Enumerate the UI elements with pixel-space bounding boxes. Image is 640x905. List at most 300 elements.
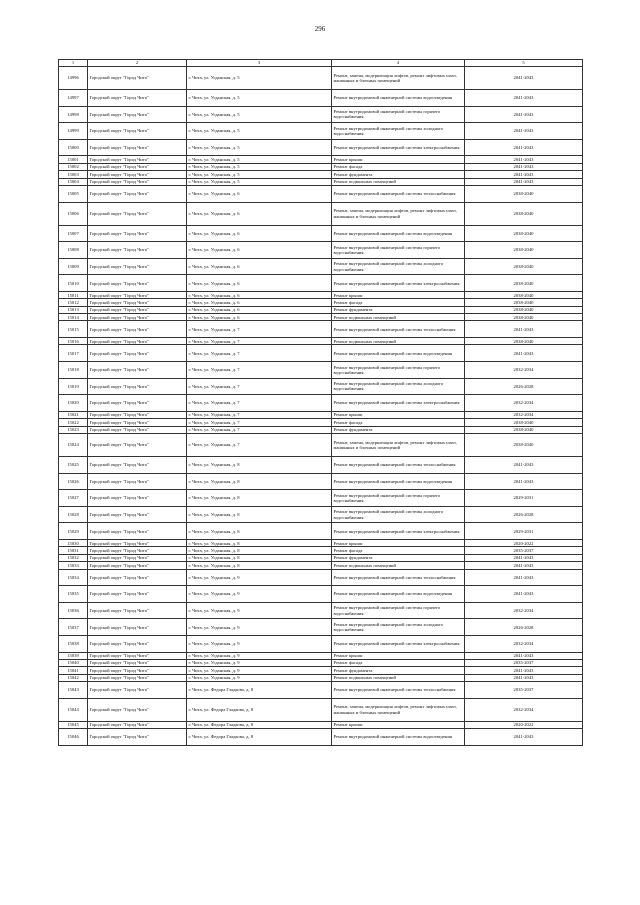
cell-municipality: Городской округ "Город Чита" [88, 539, 187, 546]
cell-work-type: Ремонт фундамента [332, 306, 465, 313]
table-row [59, 275, 583, 292]
cell-municipality: Городской округ "Город Чита" [88, 395, 187, 412]
table-row [59, 225, 583, 242]
cell-row-number: 15012 [59, 299, 88, 306]
cell-municipality: Городской округ "Город Чита" [88, 674, 187, 681]
table-row [59, 602, 583, 619]
cell-work-type: Ремонт внутридомовой инженерной системы электроснабжения [332, 139, 465, 156]
cell-municipality: Городской округ "Город Чита" [88, 490, 187, 507]
table-row [59, 362, 583, 379]
cell-row-number: 15015 [59, 321, 88, 338]
cell-municipality: Городской округ "Город Чита" [88, 314, 187, 321]
cell-row-number: 15030 [59, 539, 88, 546]
cell-municipality: Городской округ "Город Чита" [88, 652, 187, 659]
cell-municipality: Городской округ "Город Чита" [88, 523, 187, 540]
cell-municipality: Городской округ "Город Чита" [88, 457, 187, 474]
cell-address: г. Чита, ул. Угданская, д. 9 [187, 586, 332, 603]
cell-period: 2038-2040 [465, 434, 583, 457]
cell-address: г. Чита, ул. Угданская, д. 5 [187, 90, 332, 107]
cell-work-type: Ремонт подвальных помещений [332, 674, 465, 681]
cell-municipality: Городской округ "Город Чита" [88, 635, 187, 652]
cell-period: 2041-2043 [465, 457, 583, 474]
cell-address: г. Чита, ул. Федора Гладкова, д. 8 [187, 698, 332, 721]
table-row [59, 721, 583, 728]
cell-address: г. Чита, ул. Угданская, д. 7 [187, 345, 332, 362]
cell-row-number: 15005 [59, 185, 88, 202]
cell-row-number: 15026 [59, 473, 88, 490]
table-row [59, 506, 583, 523]
cell-row-number: 15046 [59, 729, 88, 746]
cell-row-number: 14996 [59, 67, 88, 90]
cell-address: г. Чита, ул. Угданская, д. 7 [187, 395, 332, 412]
cell-row-number: 15031 [59, 547, 88, 554]
cell-row-number: 15010 [59, 275, 88, 292]
cell-row-number: 15001 [59, 156, 88, 163]
table-header-row [59, 60, 583, 67]
cell-period: 2026-2028 [465, 619, 583, 636]
cell-address: г. Чита, ул. Угданская, д. 6 [187, 202, 332, 225]
cell-work-type: Ремонт подвальных помещений [332, 178, 465, 185]
cell-period: 2038-2040 [465, 185, 583, 202]
cell-municipality: Городской округ "Город Чита" [88, 426, 187, 433]
table-row [59, 652, 583, 659]
cell-row-number: 15021 [59, 411, 88, 418]
cell-address: г. Чита, ул. Угданская, д. 8 [187, 562, 332, 569]
repair-program-table [58, 59, 583, 746]
cell-period: 2029-2031 [465, 490, 583, 507]
cell-row-number: 15020 [59, 395, 88, 412]
cell-municipality: Городской округ "Город Чита" [88, 171, 187, 178]
cell-period: 2041-2043 [465, 123, 583, 140]
cell-municipality: Городской округ "Город Чита" [88, 378, 187, 395]
cell-address: г. Чита, ул. Угданская, д. 8 [187, 554, 332, 561]
cell-address: г. Чита, ул. Угданская, д. 7 [187, 362, 332, 379]
cell-address: г. Чита, ул. Федора Гладкова, д. 8 [187, 729, 332, 746]
table-row [59, 299, 583, 306]
cell-period: 2041-2043 [465, 106, 583, 123]
cell-municipality: Городской округ "Город Чита" [88, 698, 187, 721]
cell-municipality: Городской округ "Город Чита" [88, 156, 187, 163]
cell-row-number: 15025 [59, 457, 88, 474]
cell-municipality: Городской округ "Город Чита" [88, 321, 187, 338]
cell-period: 2038-2040 [465, 299, 583, 306]
cell-row-number: 15040 [59, 659, 88, 666]
cell-row-number: 14997 [59, 90, 88, 107]
cell-row-number: 15000 [59, 139, 88, 156]
cell-work-type: Ремонт внутридомовой инженерной системы холодного водоснабжения [332, 123, 465, 140]
cell-work-type: Ремонт внутридомовой инженерной системы холодного водоснабжения [332, 378, 465, 395]
cell-period: 2032-2034 [465, 411, 583, 418]
table-row [59, 426, 583, 433]
cell-row-number: 15016 [59, 338, 88, 345]
cell-municipality: Городской округ "Город Чита" [88, 721, 187, 728]
cell-address: г. Чита, ул. Угданская, д. 9 [187, 667, 332, 674]
cell-work-type: Ремонт фундамента [332, 667, 465, 674]
cell-row-number: 15006 [59, 202, 88, 225]
table-row [59, 490, 583, 507]
cell-address: г. Чита, ул. Угданская, д. 8 [187, 506, 332, 523]
cell-row-number: 15039 [59, 652, 88, 659]
cell-work-type: Ремонт внутридомовой инженерной системы водоотведения [332, 586, 465, 603]
cell-work-type: Ремонт фасада [332, 659, 465, 666]
cell-period: 2041-2043 [465, 652, 583, 659]
cell-municipality: Городской округ "Город Чита" [88, 163, 187, 170]
cell-work-type: Ремонт фундамента [332, 171, 465, 178]
cell-address: г. Чита, ул. Угданская, д. 5 [187, 163, 332, 170]
cell-period: 2041-2043 [465, 90, 583, 107]
table-row [59, 321, 583, 338]
cell-municipality: Городской округ "Город Чита" [88, 619, 187, 636]
cell-work-type: Ремонт фундамента [332, 426, 465, 433]
cell-row-number: 15042 [59, 674, 88, 681]
cell-address: г. Чита, ул. Федора Гладкова, д. 8 [187, 682, 332, 699]
cell-period: 2041-2043 [465, 163, 583, 170]
cell-address: г. Чита, ул. Угданская, д. 5 [187, 139, 332, 156]
cell-work-type: Ремонт внутридомовой инженерной системы электроснабжения [332, 523, 465, 540]
cell-period: 2032-2034 [465, 362, 583, 379]
cell-period: 2041-2043 [465, 321, 583, 338]
table-row [59, 178, 583, 185]
cell-work-type: Ремонт, замена, модернизация лифтов, ремонт лифтовых шахт, машинных и блочных помещений [332, 698, 465, 721]
cell-period: 2032-2034 [465, 602, 583, 619]
cell-address: г. Чита, ул. Угданская, д. 6 [187, 258, 332, 275]
cell-work-type: Ремонт внутридомовой инженерной системы теплоснабжения [332, 321, 465, 338]
column-header: 1 [59, 60, 88, 67]
cell-row-number: 15037 [59, 619, 88, 636]
table-row [59, 306, 583, 313]
table-row [59, 562, 583, 569]
cell-municipality: Городской округ "Город Чита" [88, 123, 187, 140]
cell-address: г. Чита, ул. Угданская, д. 6 [187, 225, 332, 242]
cell-work-type: Ремонт внутридомовой инженерной системы горячего водоснабжения [332, 602, 465, 619]
table-row [59, 547, 583, 554]
table-row [59, 291, 583, 298]
cell-address: г. Чита, ул. Угданская, д. 6 [187, 306, 332, 313]
cell-work-type: Ремонт внутридомовой инженерной системы горячего водоснабжения [332, 242, 465, 259]
cell-municipality: Городской округ "Город Чита" [88, 506, 187, 523]
cell-period: 2026-2028 [465, 506, 583, 523]
cell-municipality: Городской округ "Город Чита" [88, 667, 187, 674]
table-row [59, 729, 583, 746]
cell-row-number: 14998 [59, 106, 88, 123]
table-row [59, 156, 583, 163]
cell-address: г. Чита, ул. Угданская, д. 5 [187, 106, 332, 123]
cell-row-number: 15044 [59, 698, 88, 721]
cell-address: г. Чита, ул. Угданская, д. 7 [187, 419, 332, 426]
cell-work-type: Ремонт подвальных помещений [332, 338, 465, 345]
cell-address: г. Чита, ул. Угданская, д. 5 [187, 123, 332, 140]
cell-work-type: Ремонт крыши [332, 411, 465, 418]
cell-work-type: Ремонт внутридомовой инженерной системы водоотведения [332, 729, 465, 746]
cell-municipality: Городской округ "Город Чита" [88, 338, 187, 345]
cell-address: г. Чита, ул. Угданская, д. 8 [187, 490, 332, 507]
cell-row-number: 15028 [59, 506, 88, 523]
cell-municipality: Городской округ "Город Чита" [88, 569, 187, 586]
table-row [59, 123, 583, 140]
cell-period: 2032-2034 [465, 698, 583, 721]
cell-municipality: Городской округ "Город Чита" [88, 299, 187, 306]
cell-municipality: Городской округ "Город Чита" [88, 225, 187, 242]
cell-address: г. Чита, ул. Угданская, д. 5 [187, 171, 332, 178]
cell-municipality: Городской округ "Город Чита" [88, 547, 187, 554]
cell-period: 2038-2040 [465, 314, 583, 321]
cell-address: г. Чита, ул. Угданская, д. 7 [187, 321, 332, 338]
cell-period: 2038-2040 [465, 291, 583, 298]
cell-address: г. Чита, ул. Угданская, д. 9 [187, 659, 332, 666]
cell-row-number: 15024 [59, 434, 88, 457]
cell-row-number: 15007 [59, 225, 88, 242]
cell-work-type: Ремонт крыши [332, 721, 465, 728]
cell-work-type: Ремонт внутридомовой инженерной системы холодного водоснабжения [332, 506, 465, 523]
cell-address: г. Чита, ул. Федора Гладкова, д. 8 [187, 721, 332, 728]
cell-row-number: 15017 [59, 345, 88, 362]
table-row [59, 345, 583, 362]
cell-work-type: Ремонт крыши [332, 539, 465, 546]
cell-row-number: 15004 [59, 178, 88, 185]
cell-row-number: 15019 [59, 378, 88, 395]
cell-period: 2038-2040 [465, 419, 583, 426]
table-row [59, 395, 583, 412]
cell-municipality: Городской округ "Город Чита" [88, 139, 187, 156]
table-row [59, 667, 583, 674]
cell-address: г. Чита, ул. Угданская, д. 9 [187, 652, 332, 659]
cell-work-type: Ремонт внутридомовой инженерной системы водоотведения [332, 345, 465, 362]
cell-work-type: Ремонт внутридомовой инженерной системы холодного водоснабжения [332, 258, 465, 275]
cell-address: г. Чита, ул. Угданская, д. 6 [187, 275, 332, 292]
table-row [59, 554, 583, 561]
table-row [59, 314, 583, 321]
cell-period: 2029-2031 [465, 523, 583, 540]
cell-period: 2041-2043 [465, 562, 583, 569]
cell-work-type: Ремонт внутридомовой инженерной системы горячего водоснабжения [332, 490, 465, 507]
cell-period: 2041-2043 [465, 674, 583, 681]
table-row [59, 185, 583, 202]
cell-work-type: Ремонт внутридомовой инженерной системы водоотведения [332, 473, 465, 490]
cell-period: 2041-2043 [465, 178, 583, 185]
cell-municipality: Городской округ "Город Чита" [88, 258, 187, 275]
table-row [59, 682, 583, 699]
cell-municipality: Городской округ "Город Чита" [88, 90, 187, 107]
cell-period: 2041-2043 [465, 139, 583, 156]
cell-address: г. Чита, ул. Угданская, д. 6 [187, 314, 332, 321]
cell-address: г. Чита, ул. Угданская, д. 9 [187, 619, 332, 636]
cell-period: 2035-2037 [465, 682, 583, 699]
table-row [59, 619, 583, 636]
cell-address: г. Чита, ул. Угданская, д. 8 [187, 539, 332, 546]
cell-row-number: 15043 [59, 682, 88, 699]
cell-address: г. Чита, ул. Угданская, д. 6 [187, 291, 332, 298]
cell-work-type: Ремонт внутридомовой инженерной системы теплоснабжения [332, 185, 465, 202]
cell-work-type: Ремонт фундамента [332, 554, 465, 561]
cell-period: 2035-2037 [465, 547, 583, 554]
cell-work-type: Ремонт фасада [332, 419, 465, 426]
cell-period: 2038-2040 [465, 426, 583, 433]
cell-period: 2032-2034 [465, 395, 583, 412]
cell-row-number: 14999 [59, 123, 88, 140]
cell-municipality: Городской округ "Город Чита" [88, 682, 187, 699]
cell-work-type: Ремонт внутридомовой инженерной системы электроснабжения [332, 275, 465, 292]
cell-work-type: Ремонт, замена, модернизация лифтов, ремонт лифтовых шахт, машинных и блочных помещений [332, 434, 465, 457]
cell-work-type: Ремонт внутридомовой инженерной системы электроснабжения [332, 635, 465, 652]
cell-municipality: Городской округ "Город Чита" [88, 306, 187, 313]
cell-address: г. Чита, ул. Угданская, д. 6 [187, 299, 332, 306]
page-number: 296 [314, 25, 326, 33]
cell-period: 2041-2043 [465, 554, 583, 561]
table-row [59, 569, 583, 586]
cell-municipality: Городской округ "Город Чита" [88, 106, 187, 123]
cell-municipality: Городской округ "Город Чита" [88, 345, 187, 362]
cell-row-number: 15023 [59, 426, 88, 433]
cell-row-number: 15041 [59, 667, 88, 674]
cell-municipality: Городской округ "Город Чита" [88, 419, 187, 426]
cell-municipality: Городской округ "Город Чита" [88, 602, 187, 619]
cell-row-number: 15008 [59, 242, 88, 259]
cell-row-number: 15034 [59, 569, 88, 586]
cell-work-type: Ремонт внутридомовой инженерной системы холодного водоснабжения [332, 619, 465, 636]
cell-municipality: Городской округ "Город Чита" [88, 67, 187, 90]
cell-work-type: Ремонт внутридомовой инженерной системы водоотведения [332, 90, 465, 107]
cell-municipality: Городской округ "Город Чита" [88, 586, 187, 603]
table-row [59, 242, 583, 259]
table-row [59, 698, 583, 721]
table-row [59, 378, 583, 395]
cell-period: 2020-2022 [465, 539, 583, 546]
cell-work-type: Ремонт крыши [332, 291, 465, 298]
cell-municipality: Городской округ "Город Чита" [88, 362, 187, 379]
table-row [59, 457, 583, 474]
cell-address: г. Чита, ул. Угданская, д. 8 [187, 523, 332, 540]
cell-work-type: Ремонт подвальных помещений [332, 314, 465, 321]
cell-period: 2041-2043 [465, 667, 583, 674]
table-row [59, 67, 583, 90]
cell-municipality: Городской округ "Город Чита" [88, 202, 187, 225]
cell-municipality: Городской округ "Город Чита" [88, 729, 187, 746]
table-row [59, 523, 583, 540]
cell-work-type: Ремонт внутридомовой инженерной системы горячего водоснабжения [332, 362, 465, 379]
cell-period: 2041-2043 [465, 729, 583, 746]
table-row [59, 473, 583, 490]
table-row [59, 586, 583, 603]
cell-period: 2041-2043 [465, 67, 583, 90]
cell-address: г. Чита, ул. Угданская, д. 5 [187, 178, 332, 185]
cell-address: г. Чита, ул. Угданская, д. 8 [187, 547, 332, 554]
cell-row-number: 15002 [59, 163, 88, 170]
cell-work-type: Ремонт, замена, модернизация лифтов, ремонт лифтовых шахт, машинных и блочных помещений [332, 67, 465, 90]
cell-address: г. Чита, ул. Угданская, д. 7 [187, 434, 332, 457]
cell-row-number: 15003 [59, 171, 88, 178]
column-header: 4 [332, 60, 465, 67]
cell-row-number: 15036 [59, 602, 88, 619]
cell-municipality: Городской округ "Город Чита" [88, 178, 187, 185]
cell-work-type: Ремонт внутридомовой инженерной системы теплоснабжения [332, 457, 465, 474]
cell-work-type: Ремонт крыши [332, 652, 465, 659]
cell-period: 2038-2040 [465, 258, 583, 275]
cell-period: 2041-2043 [465, 345, 583, 362]
cell-period: 2038-2040 [465, 202, 583, 225]
table-row [59, 434, 583, 457]
cell-period: 2038-2040 [465, 225, 583, 242]
cell-period: 2041-2043 [465, 156, 583, 163]
cell-municipality: Городской округ "Город Чита" [88, 291, 187, 298]
cell-work-type: Ремонт подвальных помещений [332, 562, 465, 569]
cell-row-number: 15045 [59, 721, 88, 728]
cell-row-number: 15022 [59, 419, 88, 426]
cell-work-type: Ремонт крыши [332, 156, 465, 163]
cell-period: 2038-2040 [465, 306, 583, 313]
cell-work-type: Ремонт внутридомовой инженерной системы электроснабжения [332, 395, 465, 412]
cell-work-type: Ремонт фасада [332, 299, 465, 306]
cell-municipality: Городской округ "Город Чита" [88, 411, 187, 418]
cell-row-number: 15033 [59, 562, 88, 569]
cell-municipality: Городской округ "Город Чита" [88, 554, 187, 561]
cell-address: г. Чита, ул. Угданская, д. 5 [187, 67, 332, 90]
table-row [59, 171, 583, 178]
table-row [59, 106, 583, 123]
cell-row-number: 15011 [59, 291, 88, 298]
cell-municipality: Городской округ "Город Чита" [88, 473, 187, 490]
cell-municipality: Городской округ "Город Чита" [88, 562, 187, 569]
table-row [59, 258, 583, 275]
cell-period: 2038-2040 [465, 242, 583, 259]
cell-address: г. Чита, ул. Угданская, д. 9 [187, 602, 332, 619]
cell-municipality: Городской округ "Город Чита" [88, 275, 187, 292]
cell-municipality: Городской округ "Город Чита" [88, 659, 187, 666]
cell-period: 2041-2043 [465, 569, 583, 586]
cell-row-number: 15032 [59, 554, 88, 561]
column-header: 5 [465, 60, 583, 67]
cell-work-type: Ремонт внутридомовой инженерной системы теплоснабжения [332, 569, 465, 586]
cell-address: г. Чита, ул. Угданская, д. 6 [187, 242, 332, 259]
table-row [59, 635, 583, 652]
cell-address: г. Чита, ул. Угданская, д. 7 [187, 378, 332, 395]
cell-address: г. Чита, ул. Угданская, д. 9 [187, 674, 332, 681]
cell-work-type: Ремонт внутридомовой инженерной системы водоотведения [332, 225, 465, 242]
cell-work-type: Ремонт фасада [332, 163, 465, 170]
cell-address: г. Чита, ул. Угданская, д. 9 [187, 569, 332, 586]
cell-address: г. Чита, ул. Угданская, д. 6 [187, 185, 332, 202]
table-row [59, 411, 583, 418]
table-row [59, 163, 583, 170]
cell-work-type: Ремонт внутридомовой инженерной системы теплоснабжения [332, 682, 465, 699]
table-row [59, 139, 583, 156]
cell-row-number: 15013 [59, 306, 88, 313]
column-header: 2 [88, 60, 187, 67]
cell-period: 2026-2028 [465, 378, 583, 395]
table-row [59, 338, 583, 345]
cell-work-type: Ремонт внутридомовой инженерной системы горячего водоснабжения [332, 106, 465, 123]
cell-period: 2041-2043 [465, 171, 583, 178]
cell-period: 2041-2043 [465, 586, 583, 603]
table-row [59, 674, 583, 681]
cell-address: г. Чита, ул. Угданская, д. 7 [187, 426, 332, 433]
cell-row-number: 15018 [59, 362, 88, 379]
cell-row-number: 15035 [59, 586, 88, 603]
cell-period: 2035-2037 [465, 659, 583, 666]
cell-period: 2038-2040 [465, 275, 583, 292]
cell-address: г. Чита, ул. Угданская, д. 7 [187, 338, 332, 345]
table-row [59, 90, 583, 107]
cell-municipality: Городской округ "Город Чита" [88, 185, 187, 202]
cell-address: г. Чита, ул. Угданская, д. 7 [187, 411, 332, 418]
table-row [59, 419, 583, 426]
cell-period: 2032-2034 [465, 635, 583, 652]
cell-work-type: Ремонт фасада [332, 547, 465, 554]
cell-work-type: Ремонт, замена, модернизация лифтов, ремонт лифтовых шахт, машинных и блочных помещений [332, 202, 465, 225]
cell-period: 2038-2040 [465, 338, 583, 345]
cell-period: 2041-2043 [465, 473, 583, 490]
cell-municipality: Городской округ "Город Чита" [88, 242, 187, 259]
cell-row-number: 15029 [59, 523, 88, 540]
